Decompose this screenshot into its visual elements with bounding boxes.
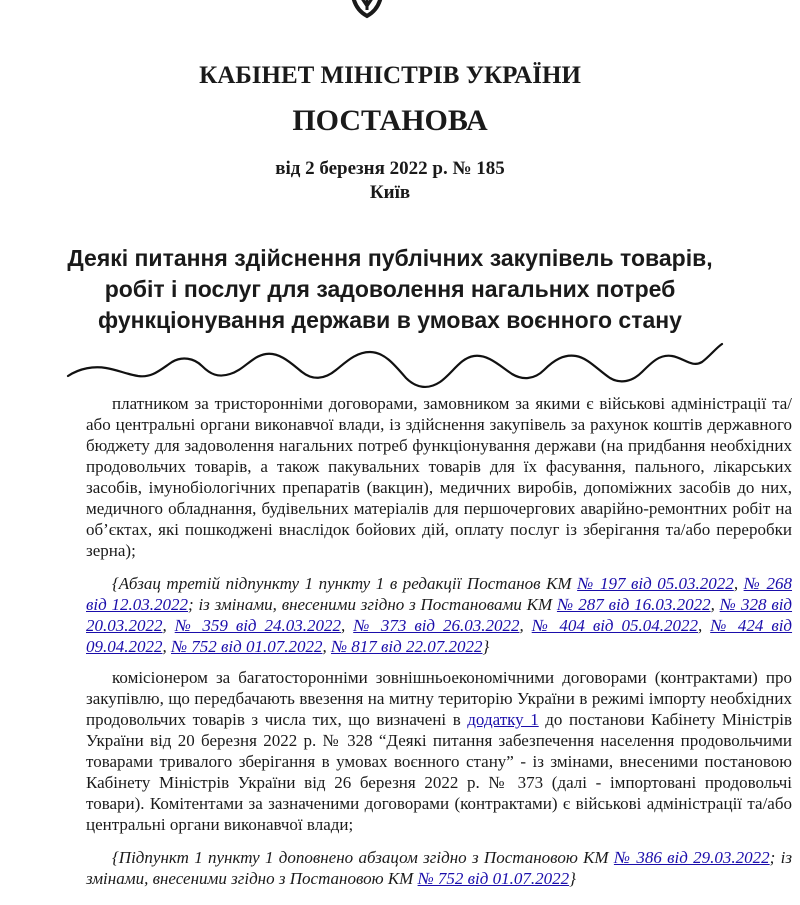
resolution-link-197[interactable]: № 197 від 05.03.2022 xyxy=(577,574,734,593)
note-text: } xyxy=(569,869,576,888)
title-line: Деякі питання здійснення публічних закупівель товарів, xyxy=(67,245,713,271)
paragraph-payer: платником за тристоронніми договорами, замовником за якими є військові адміністрації та/або центральні органи виконавчої влади, із здійснення закупівель за рахунок коштів державного бюджету для задоволення нагальних потреб функціонування держави (на придбання необхідних продовольчих товарів, а також пакувальних товарів для їх фасування, пального, лікарських засобів, імунобіологічних препаратів (вакцин), медичних виробів, допоміжних засобів до них, медичного обладнання, будівельних матеріалів для першочергових аварійно-ремонтних робіт на об’єктах, які пошкоджені внаслідок бойових дій, оплату послуг із зберігання та/або переробки зерна); xyxy=(86,394,792,560)
resolution-link-817[interactable]: № 817 від 22.07.2022 xyxy=(330,637,483,656)
resolution-link-287[interactable]: № 287 від 16.03.2022 xyxy=(556,595,711,614)
paragraph-text: до постанови Кабінету Міністрів України від 20 березня 2022 р. № 328 “Деякі питання забезпечення населення продовольчими товарами тривалого зберігання в умовах воєнного стану” - із змінами, внесеними постановою Кабінету Міністрів України від 26 березня 2022 р. № 373 (далі - імпортовані продовольчі товари). Комітентами за зазначеними договорами (контрактами) є військові адміністрації та/або центральні органи виконавчої влади; xyxy=(86,710,792,834)
note-text: {Підпункт 1 пункту 1 доповнено абзацом згідно з Постановою КМ xyxy=(112,848,614,867)
note-text: ; із змінами, внесеними згідно з Постановами КМ xyxy=(188,595,557,614)
note-text: , xyxy=(162,637,171,656)
annex-1-link[interactable]: додатку 1 xyxy=(467,710,539,729)
note-text: , xyxy=(710,595,720,614)
org-name: КАБІНЕТ МІНІСТРІВ УКРАЇНИ xyxy=(199,62,581,89)
resolution-link-424[interactable]: № 424 від 09.04.2022 xyxy=(86,616,793,656)
resolution-link-328[interactable]: № 328 від 20.03.2022 xyxy=(86,595,793,635)
resolution-link-386[interactable]: № 386 від 29.03.2022 xyxy=(613,848,770,867)
amendment-note-1 xyxy=(86,573,792,657)
resolution-link-752-b[interactable]: № 752 від 01.07.2022 xyxy=(417,869,570,888)
doc-date-number: від 2 березня 2022 р. № 185 xyxy=(275,158,505,179)
title-line: робіт і послуг для задоволення нагальних потреб xyxy=(104,276,676,302)
doc-place: Київ xyxy=(369,182,411,203)
paragraph-text: комісіонером за багатосторонніми зовнішньоекономічними договорами (контрактами) про закупівлю, що передбачають ввезення на митну територію України в режимі імпорту необхідних продовольчих товарів з числа тих, що визначені в xyxy=(86,668,792,729)
resolution-link-752[interactable]: № 752 від 01.07.2022 xyxy=(171,637,323,656)
resolution-link-359[interactable]: № 359 від 24.03.2022 xyxy=(174,616,341,635)
pen-scribble-mark xyxy=(60,338,730,398)
amendment-note-2 xyxy=(86,847,792,889)
note-text: , xyxy=(322,637,331,656)
doc-kind: ПОСТАНОВА xyxy=(292,104,488,137)
paragraph-commissioner xyxy=(86,667,792,835)
resolution-link-268[interactable]: № 268 від 12.03.2022 xyxy=(86,574,793,614)
state-emblem-icon xyxy=(346,0,388,20)
note-text: , xyxy=(733,574,744,593)
note-text: , xyxy=(519,616,532,635)
resolution-link-404[interactable]: № 404 від 05.04.2022 xyxy=(531,616,698,635)
resolution-link-373[interactable]: № 373 від 26.03.2022 xyxy=(353,616,520,635)
note-text: } xyxy=(482,637,490,656)
document-body xyxy=(86,393,792,889)
note-text: , xyxy=(341,616,354,635)
note-text: {Абзац третій підпункту 1 пункту 1 в редакції Постанов КМ xyxy=(112,574,578,593)
note-text: ; із змінами, внесеними згідно з Постановою КМ xyxy=(86,848,792,888)
note-text: , xyxy=(162,616,175,635)
document-title xyxy=(20,243,760,336)
note-text: , xyxy=(698,616,711,635)
title-line: функціонування держави в умовах воєнного стану xyxy=(98,307,682,333)
